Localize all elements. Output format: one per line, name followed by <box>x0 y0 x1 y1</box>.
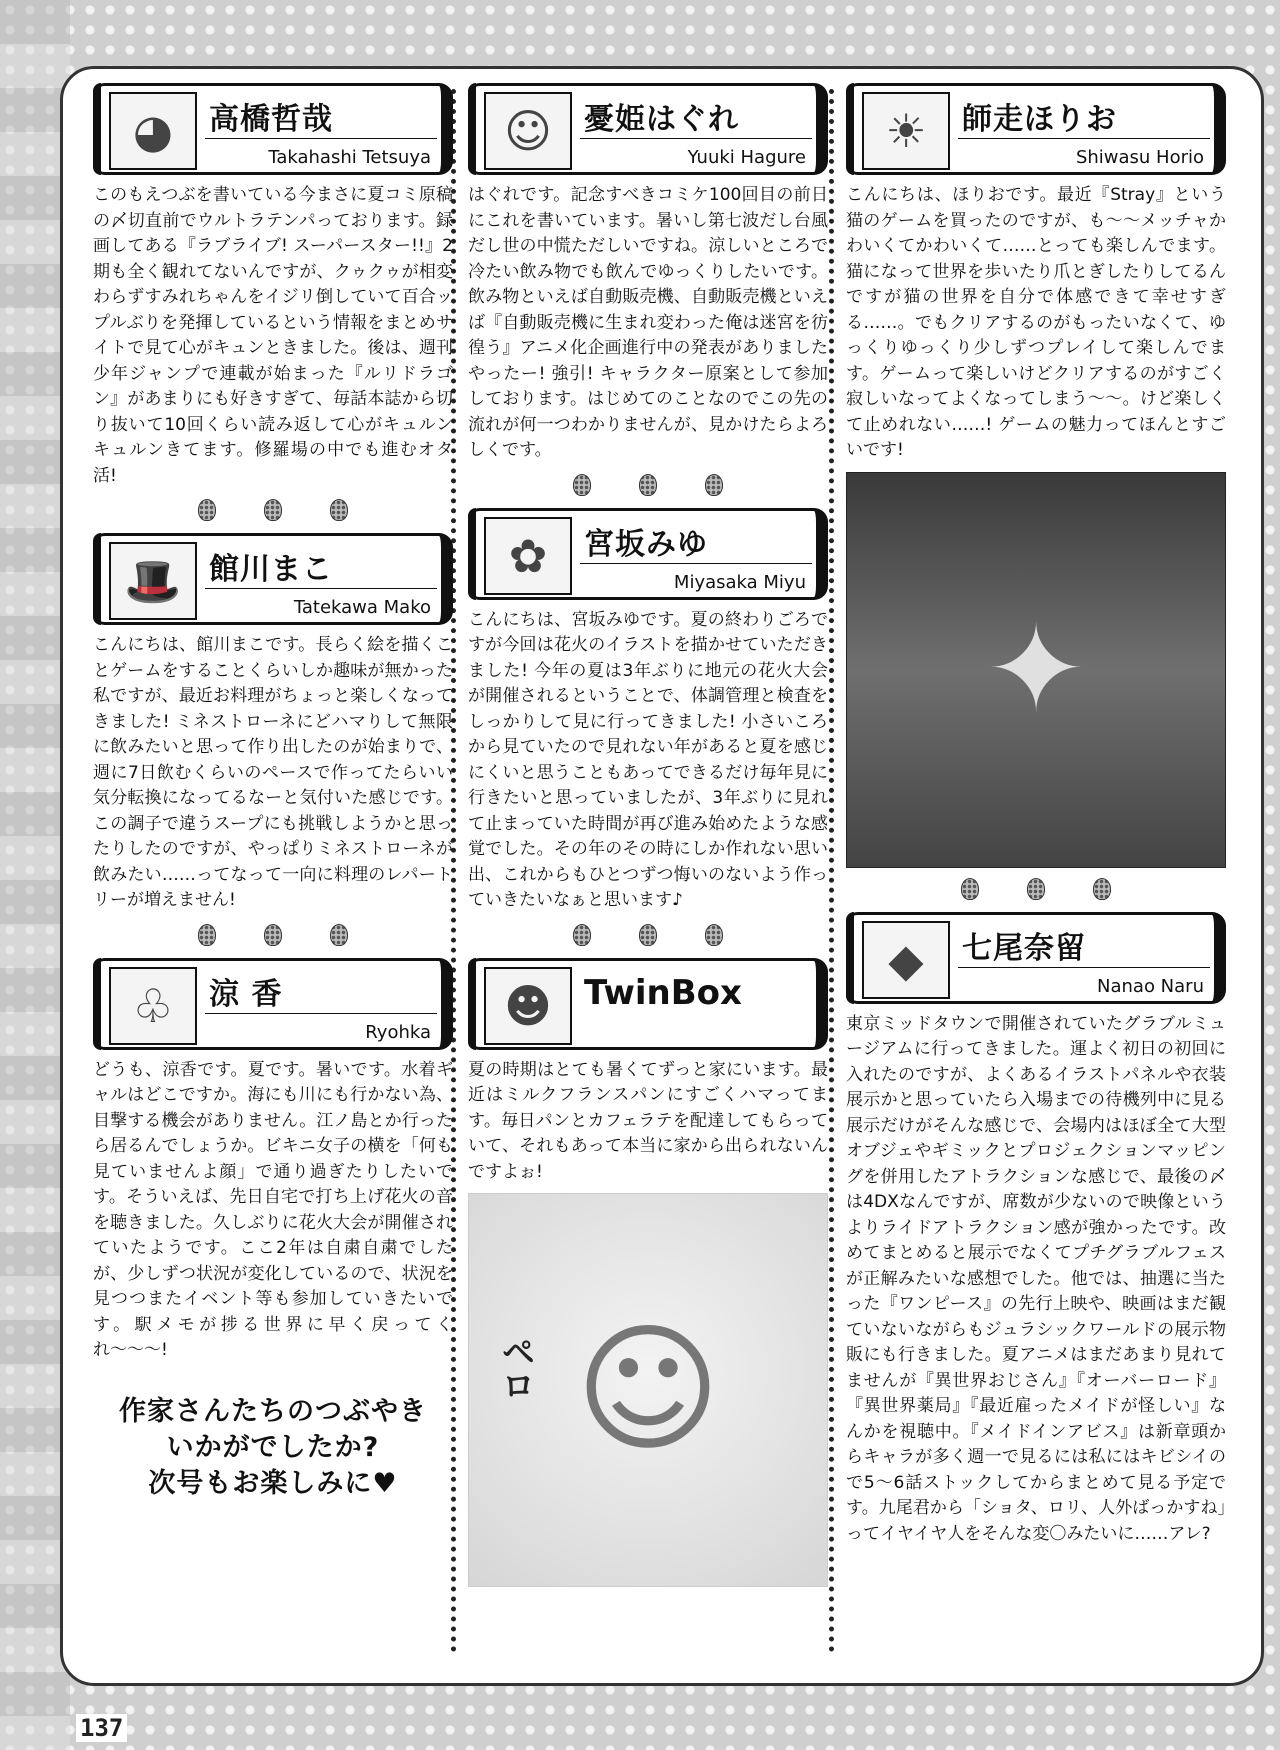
column-1 <box>93 83 453 1502</box>
author-name-jp: 憂姫はぐれ <box>584 102 739 137</box>
column-2 <box>468 83 828 1597</box>
seal-icon: ◕ <box>109 92 197 170</box>
author-name-jp: TwinBox <box>584 972 742 1013</box>
author-comment: こんにちは、館川まこです。長らく絵を描くことゲームをすることくらいしか趣味が無かった私ですが、最近お料理がちょっと楽しくなってきました! ミネストローネにどハマりして無限に飲みたいと思って作り出したのが始まりで、週に7日飲むくらいのペースで作ってたらいい気分転換になってるなーと気付いた感じです。この調子で違うスープにも挑戦しようかと思ったりしたのですが、やっぱりミネストローネが飲みたい……ってなって一向に料理のレパートリーが増えません! <box>93 635 453 910</box>
author-header <box>468 83 828 175</box>
author-name-en: Miyasaka Miyu <box>673 571 806 593</box>
page-number: 137 <box>76 1714 127 1742</box>
author-header <box>93 533 453 625</box>
author-header <box>468 958 828 1050</box>
chibi-illustration <box>468 1193 828 1587</box>
chibi-girl-icon: ☺ <box>575 1308 721 1472</box>
author-name-jp: 高橋哲哉 <box>209 102 333 137</box>
flower-character-icon: ✿ <box>484 517 572 595</box>
cat-with-hat-icon: 🎩 <box>109 542 197 620</box>
closing-line: 作家さんたちのつぶやき <box>119 1395 427 1427</box>
author-header <box>93 83 453 175</box>
author-header <box>846 912 1226 1004</box>
author-name-en: Tatekawa Mako <box>293 597 431 618</box>
author-name-en: Shiwasu Horio <box>1075 147 1204 168</box>
separator-ornament <box>846 878 1226 900</box>
author-comment: こんにちは、ほりおです。最近『Stray』という猫のゲームを買ったのですが、も〜〜メッチャかわいくてかわいくて……とっても楽しんでます。猫になって世界を歩いたり爪とぎしたりしてるんですが猫の世界を自分で体感できて幸せすぎる……。でもクリアするのがもったいなくて、ゆっくりゆっくり少しずつプレイして楽しんでます。ゲームって楽しいけどクリアするのがすごく寂しいなってよくなってしまう〜〜。けど楽しくて止めれない……! ゲームの魅力ってほんとすごいです! <box>846 185 1226 460</box>
column-3 <box>846 83 1226 1547</box>
author-name-jp: 涼 香 <box>209 976 283 1012</box>
author-comment: 東京ミッドタウンで開催されていたグラブルミュージアムに行ってきました。運よく初日の初回に入れたのですが、よくあるイラストパネルや衣装展示かと思っていたら入場までの待機列中に見る展示だけがそんな感じで、会場内はほぼ全て大型オブジェやギミックとプロジェクションマッピングを併用したアトラクションな感じで、最後の〆は4DXなんですが、席数が少ないので映像というよりライドアトラクション感が強かったです。改めてまとめると展示でなくてプチグラブルフェスが正解みたいな感想でした。他では、抽選に当たった『ワンピース』の先行上映や、映画はまだ観ていないながらもジュラシックワールドの展示物販にも行きました。夏アニメはまだあまり見れてませんが『異世界おじさん』『オーバーロード』『異世界薬局』『最近雇ったメイドが怪しい』なんかを視聴中。『メイドインアビス』は新章頭からキャラが多く週一で見るには私にはキビシイので5〜6話ストックしてからまとめて見る予定です。九尾君から「ショタ、ロリ、人外ばっかすね」ってイヤイヤ人をそんな変〇みたいに……アレ? <box>846 1013 1226 1544</box>
author-header <box>468 508 828 600</box>
author-name-en: Nanao Naru <box>1097 975 1204 997</box>
author-name-jp: 宮坂みゆ <box>584 526 708 562</box>
author-comment: はぐれです。記念すべきコミケ100回目の前日にこれを書いています。暑いし第七波だし台風だし世の中慌ただしいですね。涼しいところで冷たい飲み物でも飲んでゆっくりしたいです。飲み物といえば自動販売機、自動販売機といえば『自動販売機に生まれ変わった俺は迷宮を彷徨う』アニメ化企画進行中の発表がありましたやったー! 強引! キャラクター原案として参加しております。はじめてのことなのでこの先の流れが何一つわかりませんが、見かけたらよろしくです。 <box>468 185 828 460</box>
author-name-en: Takahashi Tetsuya <box>268 147 431 168</box>
separator-ornament <box>93 924 453 946</box>
author-name-jp: 館川まこ <box>209 552 333 587</box>
author-comment: こんにちは、宮坂みゆです。夏の終わりごろですが今回は花火のイラストを描かせていただきました! 今年の夏は3年ぶりに地元の花火大会が開催されるということで、体調管理と検査をしっかりして見に行ってきました! 小さいころから見ていたので見れない年があると夏を感じにくいと思うこともあってできるだけ毎年見に行きたいと思っていましたが、3年ぶりに見れて止まっていた時間が再び進み始めたような感覚でした。その年のその時にしか作れない思い出、これからもひとつずつ悔いのないよう作っていきたいなぁと思います♪ <box>468 609 828 910</box>
author-name-en: Yuuki Hagure <box>687 147 806 168</box>
author-comment: 夏の時期はとても暑くてずっと家にいます。最近はミルクフランスパンにすごくハマってます。毎日パンとカフェラテを配達してもらっていて、それもあって本当に家から出られないんですよぉ! <box>468 1059 828 1182</box>
author-name-en: Ryohka <box>365 1021 431 1043</box>
separator-ornament <box>468 474 828 496</box>
column-divider <box>829 89 834 1653</box>
separator-ornament <box>93 499 453 521</box>
author-name-jp: 七尾奈留 <box>962 930 1086 966</box>
black-cat-icon: ◆ <box>862 921 950 999</box>
anime-girl-illustration <box>846 472 1226 868</box>
lion-mask-icon: ☀ <box>862 92 950 170</box>
author-comment: このもえつぶを書いている今まさに夏コミ原稿の〆切直前でウルトラテンパっております。録画してある『ラブライブ! スーパースター!!』2期も全く観れてないんですが、クゥクゥが相変わらずすみれちゃんをイジリ倒していて百合ップルぶりを発揮しているという情報をまとめサイトで見て心がキュンときました。後は、週刊少年ジャンプで連載が始まった『ルリドラゴン』があまりにも好きすぎて、毎話本誌から切り抜いて10回くらい読み返して心がキュルンキュルンきてます。修羅場の中でも進むオタ活! <box>93 185 453 486</box>
closing-line: 次号もお楽しみに♥ <box>148 1467 398 1499</box>
separator-ornament <box>468 924 828 946</box>
author-header <box>846 83 1226 175</box>
page-panel <box>60 66 1264 1686</box>
author-name-jp: 師走ほりお <box>962 102 1117 137</box>
rabbit-icon: ♧ <box>109 967 197 1045</box>
girl-with-cat-icon: ✦ <box>985 600 1087 739</box>
closing-line: いかがでしたか? <box>166 1431 380 1463</box>
author-comment: どうも、涼香です。夏です。暑いです。水着ギャルはどこですか。海にも川にも行かない為、目撃する機会がありません。江ノ島とか行ったら居るんでしょうか。ビキニ女子の横を「何も見ていませんよ顔」で通り過ぎたりしたいです。そういえば、先日自宅で打ち上げ花火の音を聴きました。久しぶりに花火大会が開催されていたようです。ここ2年は自粛自粛でしたが、少しずつ状況が変化しているので、状況を見つつまたイベント等も参加していきたいです。駅メモが捗る世界に早く戻ってくれ〜〜〜! <box>93 1059 453 1360</box>
author-header <box>93 958 453 1050</box>
round-character-icon: ☺ <box>484 92 572 170</box>
twin-characters-icon: ☻ <box>484 967 572 1045</box>
illustration-sfx-text: ペロ <box>495 1334 535 1402</box>
closing-message <box>93 1394 453 1502</box>
